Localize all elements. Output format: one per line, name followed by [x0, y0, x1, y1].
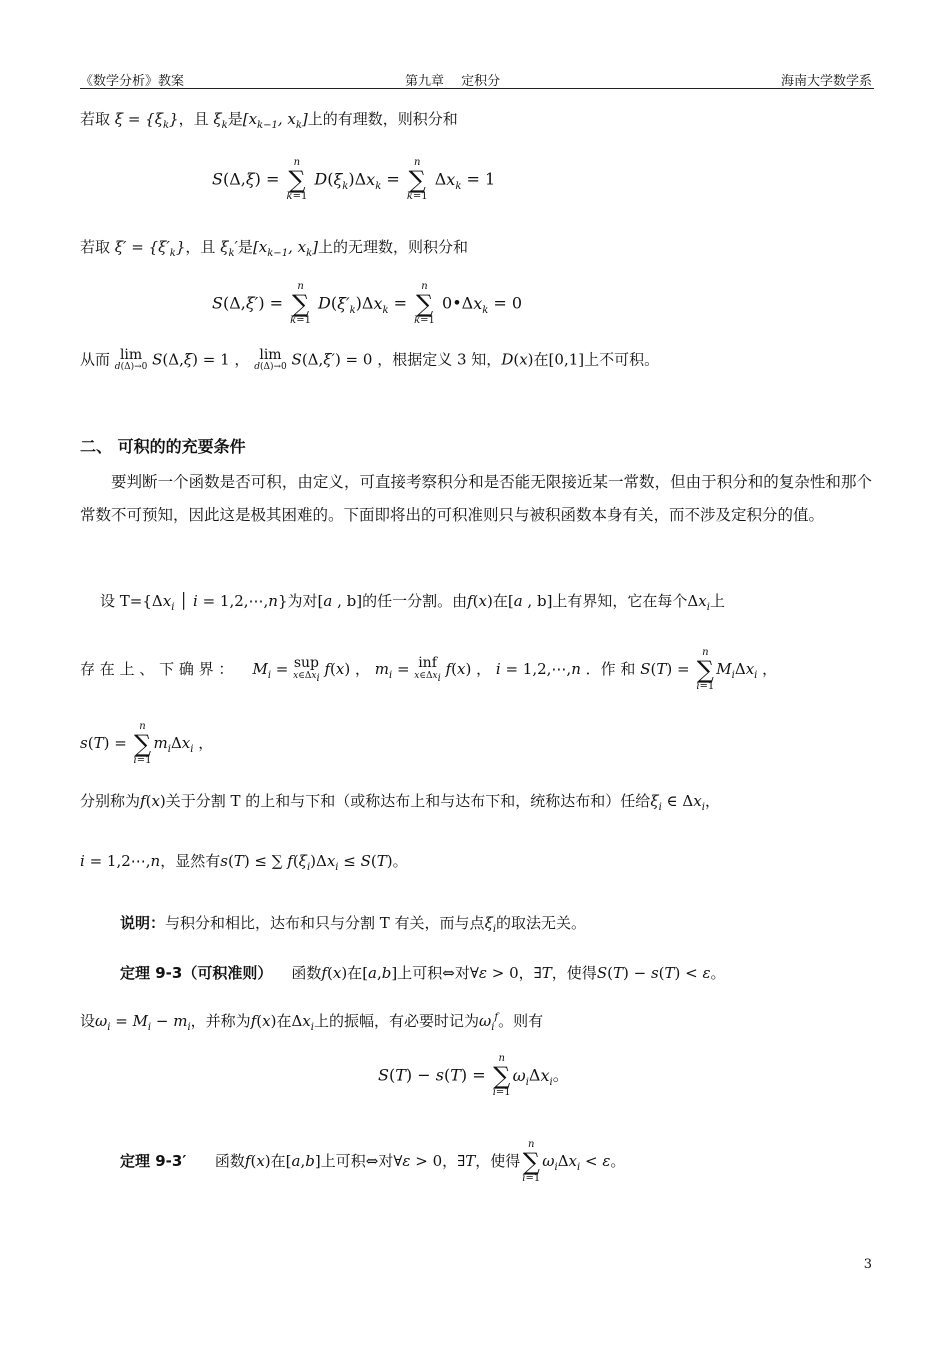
header-center: 第九章 定积分 [405, 74, 501, 89]
formula-darboux-diff: S(T) − s(T) = n ∑ i=1 $\omega_i\Delta x_i$。 [378, 1053, 569, 1098]
darboux-line: 分别称为f(x)关于分割 T 的上和与下和（或称达布上和与达布下和，统称达布和）任给$\xi_i$ ∈ $\Delta x_i$， [80, 792, 720, 813]
page-number: 3 [863, 1257, 872, 1272]
section-title: 二、 可积的的充要条件 [80, 437, 246, 456]
header-left: 《数学分析》教案 [80, 74, 185, 89]
inequality-line: i = 1,2⋯,n，显然有s(T) ≤ ∑ $f(\xi_i)\Delta x_i \le S(T)$。 [80, 852, 408, 873]
formula-rational-sum: S(Δ,ξ) = n ∑ k=1 $D(\xi_k)\Delta x_k$ = n ∑ k=1 $\Delta x_k = 1$ [212, 157, 496, 202]
formula-irrational-sum: S(Δ,ξ′) = n ∑ k=1 $D(\xi'_k)\Delta x_k$ = n ∑ k=1 $0•\Delta x_k = 0$ [212, 281, 523, 326]
lower-sum-line: s(T) = n ∑ i=1 $m_i\Delta x_i$ ， [80, 721, 214, 766]
rational-choice-line: 若取 $\xi = \{\xi_k\}$，且 $\xi_k$是[$x_{k-1}$, $x_k$]上的有理数，则积分和 [80, 110, 458, 131]
irrational-choice-line: 若取 $\xi' = \{\xi'_k\}$，且 $\xi_k'$是[$x_{k-1}$, $x_k$]上的无理数，则积分和 [80, 238, 468, 259]
header-rule [80, 88, 874, 89]
header-right: 海南大学数学系 [780, 74, 872, 89]
oscillation-line: 设$\omega_i = M_i - m_i$，并称为f(x)在$\Delta x_i$上的振幅，有必要时记为$\omega_i^f$。则有 [80, 1012, 544, 1033]
partition-line: 设 $T=\{\Delta x_i$ │ i = 1,2,⋯,n}为对[a , b]的任一分割。由f(x)在[a , b]上有界知，它在每个$\Delta x_i$上 [100, 592, 725, 613]
theorem-9-3-prime: 定理 9-3′ 函数f(x)在[a,b]上可积⇔对∀ε > 0，∃T，使得 n ∑ i=1 $\omega_i\Delta x_i < \varepsilon$。 [120, 1139, 626, 1184]
bounds-line: 存 在 上 、 下 确 界 ： $M_i$ = sup $x\in\Delta x_i$ f(x) ， $m_i$ = inf $x\in\Delta x_i$ f(x) ， i = 1,2,⋯,n ．作 和 S(T) = n ∑ i=1 $M_i\Delta x_i$ ， [80, 647, 778, 692]
theorem-9-3: 定理 9-3（可积准则） 函数f(x)在[a,b]上可积⇔对∀ε > 0，∃T，使得S(T) − s(T) < ε。 [120, 964, 726, 982]
math-xi-set: $\xi = \{\xi_k\}$ [114, 110, 179, 131]
note-line: 说明：与积分和相比，达布和只与分割 T 有关，而与点$\xi_i$的取法无关。 [120, 914, 587, 935]
intro-paragraph: 要判断一个函数是否可积，由定义，可直接考察积分和是否能无限接近某一常数，但由于积分和的复杂性和那个常数不可预知，因此这是极其困难的。下面即将出的可积准则只与被积函数本身有关，而不涉及定积分的值。 [80, 473, 872, 524]
conclusion-line: 从而 lim d(Δ)→0 S(Δ,ξ) = 1 ， lim d(Δ)→0 S(Δ,ξ′) = 0 ，根据定义 3 知，D(x)在[0,1]上不可积。 [80, 347, 660, 373]
